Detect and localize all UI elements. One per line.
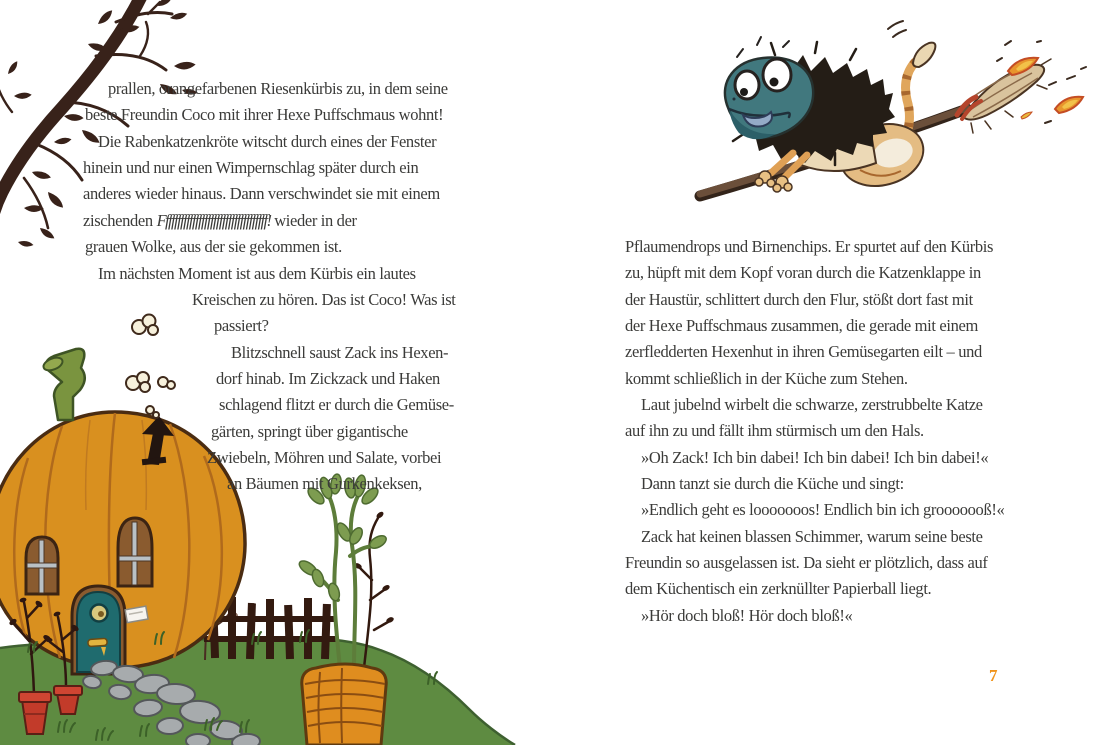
text-line: prallen, orangefarbenen Riesenkürbis zu, in dem seine [108, 79, 448, 98]
text-line: anderes wieder hinaus. Dann verschwindet sie mit einem [83, 184, 440, 203]
text-line: zu, hüpft mit dem Kopf voran durch die Katzenklappe in [625, 263, 981, 282]
text-line: Blitzschnell saust Zack ins Hexen- [231, 343, 449, 362]
text-line: kommt schließlich in der Küche zum Stehen. [625, 369, 908, 388]
text-line: Dann tanzt sie durch die Küche und singt: [641, 474, 904, 493]
text-line: passiert? [214, 316, 269, 335]
text-line: hinein und nur einen Wimpernschlag später durch ein [83, 158, 419, 177]
text-line: dem Küchentisch ein zerknüllter Papierball liegt. [625, 579, 932, 598]
broomstick-creature-illustration [685, 5, 1095, 220]
text-line: Zwiebeln, Möhren und Salate, vorbei [207, 448, 442, 467]
text-line: »Hör doch bloß! Hör doch bloß!« [641, 606, 853, 625]
text-line: Im nächsten Moment ist aus dem Kürbis ein lautes [98, 264, 416, 283]
hiss-post: wieder in der [270, 211, 357, 230]
text-line: grauen Wolke, aus der sie gekommen ist. [85, 237, 342, 256]
text-line: an Bäumen mit Gurkenkeksen, [227, 474, 422, 493]
text-line: auf ihn zu und fällt ihm stürmisch um den Hals. [625, 421, 924, 440]
text-line: dorf hinab. Im Zickzack und Haken [216, 369, 440, 388]
hiss-pre: zischenden [83, 211, 157, 230]
smoke-puffs [126, 315, 175, 419]
text-line: schlagend flitzt er durch die Gemüse- [219, 395, 454, 414]
text-line: Pflaumendrops und Birnenchips. Er spurtet auf den Kürbis [625, 237, 994, 256]
tail-tip [913, 43, 935, 67]
text-line: der Haustür, schlittert durch den Flur, stößt dort fast mit [625, 290, 973, 309]
front-door [72, 586, 125, 674]
envelope [125, 606, 148, 622]
text-line: Kreischen zu hören. Das ist Coco! Was ist [192, 290, 456, 309]
text-line: »Endlich geht es looooooos! Endlich bin ich grooooooß!« [641, 500, 1005, 519]
text-line: beste Freundin Coco mit ihrer Hexe Puffschmaus wohnt! [85, 105, 444, 124]
text-line: gärten, springt über gigantische [211, 422, 408, 441]
text-line: Freundin so ausgelassen ist. Da sieht er plötzlich, dass auf [625, 553, 988, 572]
pumpkin-house-illustration [0, 300, 540, 745]
window-right [118, 518, 152, 586]
text-line: der Hexe Puffschmaus zusammen, die gerade mit einem [625, 316, 978, 335]
broom-head [957, 59, 1051, 133]
text-line: Die Rabenkatzenkröte witscht durch eines der Fenster [98, 132, 437, 151]
text-line: Laut jubelnd wirbelt die schwarze, zerstrubbelte Katze [641, 395, 983, 414]
text-line: zerfledderten Hexenhut in ihren Gemüsegarten eilt – und [625, 342, 982, 361]
text-line-hiss [83, 211, 357, 232]
page-number: 7 [989, 666, 998, 685]
window-left [26, 537, 58, 594]
hiss-italic: Fffffffffffffffffffffffffffffffffff! [156, 211, 271, 230]
text-line: Zack hat keinen blassen Schimmer, warum seine beste [641, 527, 983, 546]
text-line: »Oh Zack! Ich bin dabei! Ich bin dabei! Ich bin dabei!« [641, 448, 989, 467]
